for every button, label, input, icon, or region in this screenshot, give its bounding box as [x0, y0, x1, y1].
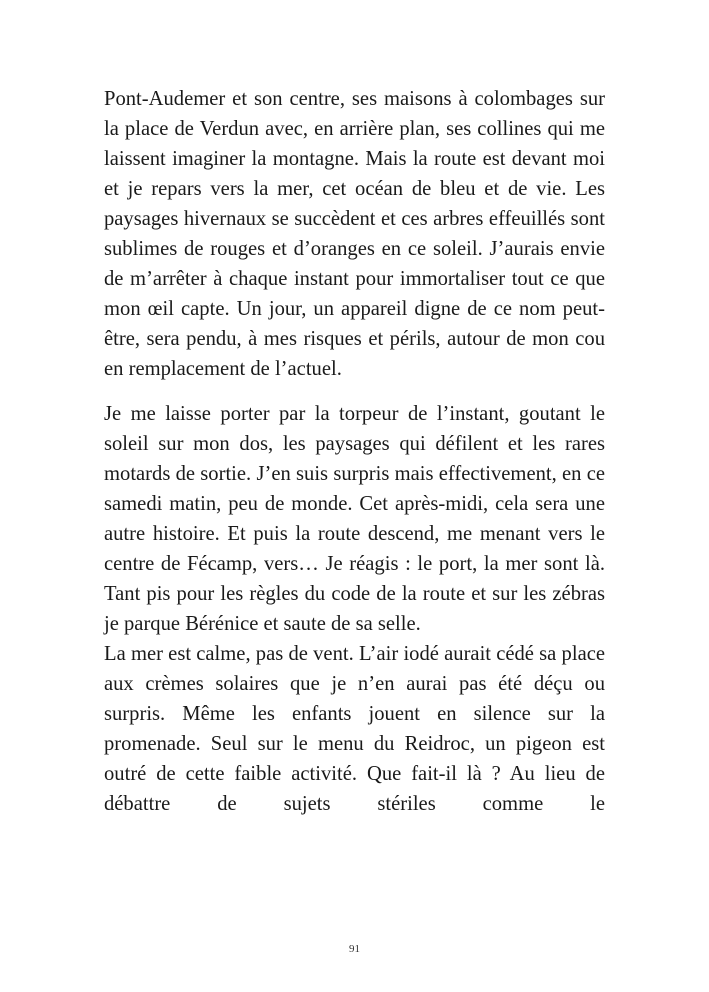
paragraph-1: Pont-Audemer et son centre, ses maisons à colombages sur la place de Verdun avec, en arrière plan, ses collines qui me laissent imaginer la montagne. Mais la route est devant moi et je repars vers la mer, cet océan de bleu et de vie. Les paysages hivernaux se succèdent et ces arbres effeuillés sont sublimes de rouges et d’oranges en ce soleil. J’aurais envie de m’arrêter à chaque instant pour immortaliser tout ce que mon œil capte. Un jour, un appareil digne de ce nom peut-être, sera pendu, à mes risques et périls, autour de mon cou en remplacement de l’actuel.: [104, 88, 605, 380]
paragraph-3: La mer est calme, pas de vent. L’air iodé aurait cédé sa place aux crèmes solaires que je n’en aurai pas été déçu ou surpris. Même les enfants jouent en silence sur la promenade. Seul sur le menu du Reidroc, un pigeon est outré de cette faible activité. Que fait-il là ? Au lieu de débattre de sujets stériles comme le: [104, 643, 605, 815]
paragraph-2: Je me laisse porter par la torpeur de l’instant, goutant le soleil sur mon dos, les paysages qui défilent et les rares motards de sortie. J’en suis surpris mais effectivement, en ce samedi matin, peu de monde. Cet après-midi, cela sera une autre histoire. Et puis la route descend, me menant vers le centre de Fécamp, vers… Je réagis : le port, la mer sont là. Tant pis pour les règles du code de la route et sur les zébras je parque Bérénice et saute de sa selle.: [104, 403, 605, 635]
page-body: [104, 84, 605, 819]
page-number: 91: [349, 943, 360, 955]
